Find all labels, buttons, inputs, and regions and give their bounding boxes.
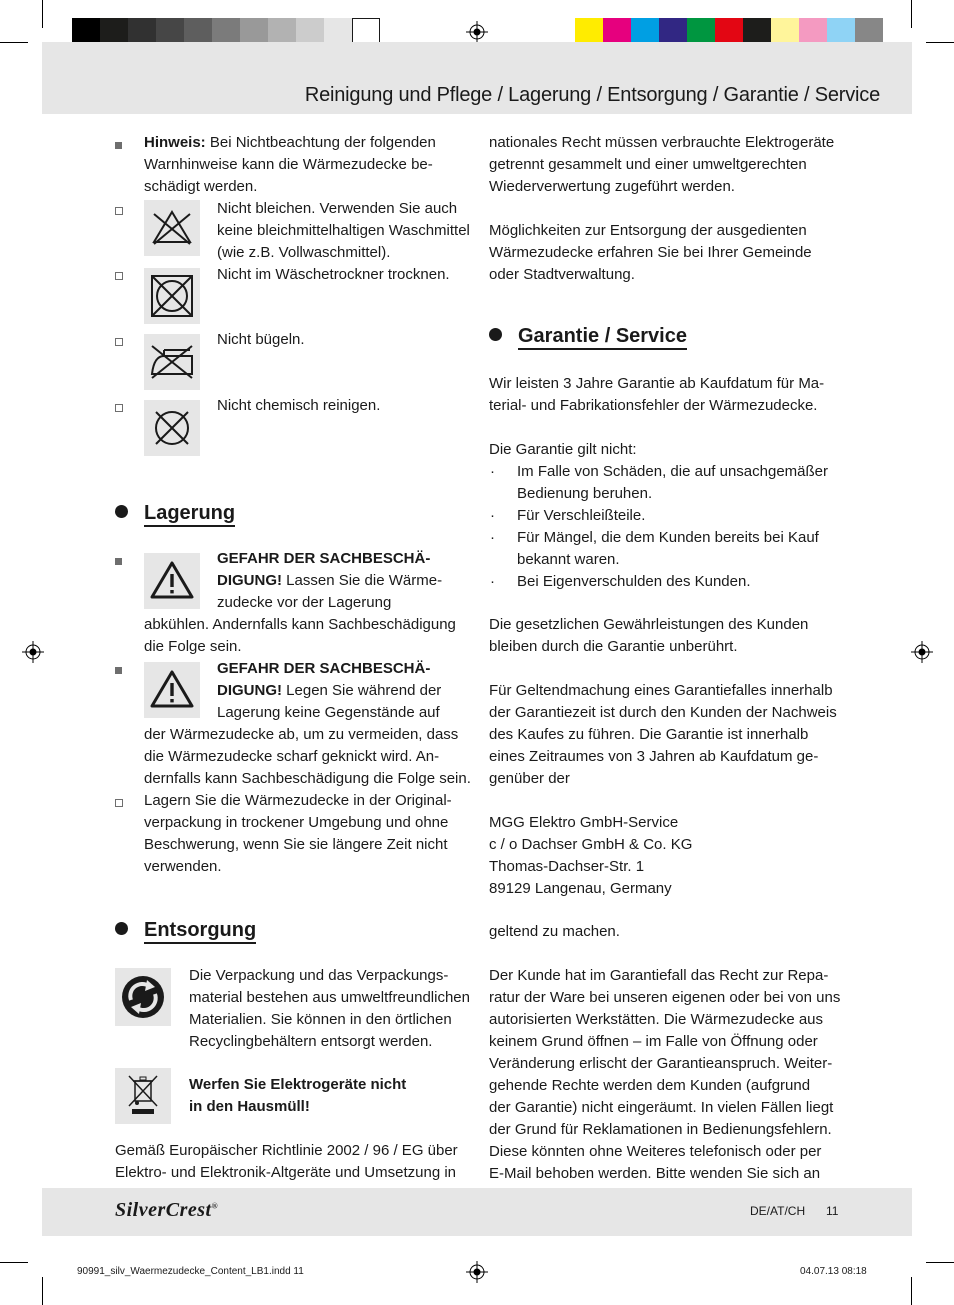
- text-line: MGG Elektro GmbH-Service: [489, 814, 679, 831]
- text-line: Im Falle von Schäden, die auf unsachgemäßer: [517, 463, 829, 480]
- warning-title: DIGUNG!: [217, 572, 282, 589]
- text-line: eines Zeitraumes von 3 Jahren ab Kaufdatum ge-: [489, 748, 819, 765]
- list-item: [517, 505, 847, 527]
- section-heading-entsorgung: [115, 919, 256, 942]
- directive-text: [115, 1140, 475, 1184]
- no-bleach-icon: [144, 200, 200, 256]
- bullet-box: [115, 338, 123, 346]
- text-line: bekannt waren.: [517, 551, 620, 568]
- slug-file-info: 90991_silv_Waermezudecke_Content_LB1.indd 11: [77, 1266, 304, 1277]
- text-line: Recyclingbehältern entsorgt werden.: [189, 1033, 433, 1050]
- text-line: geltend zu machen.: [489, 923, 620, 940]
- text-line: verwenden.: [144, 858, 222, 875]
- text-line: die Wärmezudecke scharf geknickt wird. An-: [144, 748, 440, 765]
- text-line: Veränderung erlischt der Garantieanspruch. Weiter-: [489, 1055, 833, 1072]
- storage-note: [144, 790, 484, 878]
- disposal-continued: [489, 132, 849, 198]
- service-address: [489, 812, 849, 900]
- text-line: Der Kunde hat im Garantiefall das Recht zur Repa-: [489, 967, 829, 984]
- bullet-square: [115, 142, 122, 149]
- heading-text: Lagerung: [144, 502, 235, 527]
- bullet-square: [115, 558, 122, 565]
- registration-mark-icon: [22, 641, 44, 663]
- text-line: E-Mail behoben werden. Bitte wenden Sie sich an: [489, 1165, 821, 1182]
- warranty-exclusions-intro: [489, 439, 849, 461]
- recycling-icon: [115, 968, 171, 1026]
- text-line: Möglichkeiten zur Entsorgung der ausgedienten: [489, 222, 807, 239]
- warning-title: GEFAHR DER SACHBESCHÄ-: [217, 550, 431, 567]
- text-line: (wie z.B. Vollwaschmittel).: [217, 244, 391, 261]
- list-bullet: ·: [490, 573, 495, 590]
- registered-mark: ®: [211, 1201, 219, 1211]
- crop-mark: [926, 1262, 954, 1263]
- warning-title: GEFAHR DER SACHBESCHÄ-: [217, 660, 431, 677]
- hinweis-label: Hinweis:: [144, 134, 206, 151]
- text-line: dernfalls kann Sachbeschädigung die Folge sein.: [144, 770, 471, 787]
- list-item: [517, 527, 847, 571]
- text-line: Nicht im Wäschetrockner trocknen.: [217, 266, 450, 283]
- text-line: Thomas-Dachser-Str. 1: [489, 858, 645, 875]
- disposal-options: [489, 220, 849, 286]
- text-line: Nicht bleichen. Verwenden Sie auch: [217, 200, 458, 217]
- text-line: in den Hausmüll!: [189, 1098, 310, 1115]
- bullet-box: [115, 799, 123, 807]
- text-line: die Folge sein.: [144, 638, 242, 655]
- text-line: der Wärmezudecke ab, um zu vermeiden, dass: [144, 726, 459, 743]
- warning-icon: [144, 553, 200, 609]
- text-line: Bedienung beruhen.: [517, 485, 653, 502]
- care-text-no-iron: [217, 329, 477, 351]
- heading-dot: [115, 922, 128, 935]
- text-line: autorisierten Werkstätten. Die Wärmezudecke aus: [489, 1011, 824, 1028]
- crop-mark: [42, 0, 43, 28]
- care-text-no-bleach: [217, 198, 477, 264]
- text-line: der Garantiezeit ist durch den Kunden der Nachweis: [489, 704, 837, 721]
- text-line: zudecke vor der Lagerung: [217, 594, 392, 611]
- text-line: schädigt werden.: [144, 178, 258, 195]
- no-tumble-dry-icon: [144, 268, 200, 324]
- crossed-bin-icon: [115, 1068, 171, 1124]
- text-line: des Kaufes zu führen. Die Garantie ist innerhalb: [489, 726, 809, 743]
- text-line: Die gesetzlichen Gewährleistungen des Kunden: [489, 616, 809, 633]
- text-line: genüber der: [489, 770, 570, 787]
- text-line: Die Garantie gilt nicht:: [489, 441, 637, 458]
- text-line: Nicht bügeln.: [217, 331, 305, 348]
- text-line: Beschwerung, wenn Sie sie längere Zeit nicht: [144, 836, 448, 853]
- heading-text: Entsorgung: [144, 919, 256, 944]
- text-line: abkühlen. Andernfalls kann Sachbeschädigung: [144, 616, 456, 633]
- bullet-box: [115, 207, 123, 215]
- text-line: Lagerung keine Gegenstände auf: [217, 704, 440, 721]
- text-line: Warnhinweise kann die Wärmezudecke be-: [144, 156, 433, 173]
- text-line: verpackung in trockener Umgebung und ohne: [144, 814, 449, 831]
- list-item: [517, 571, 847, 593]
- section-heading-lagerung: [115, 502, 235, 525]
- list-bullet: ·: [490, 529, 495, 546]
- text-line: c / o Dachser GmbH & Co. KG: [489, 836, 693, 853]
- crop-mark: [926, 42, 954, 43]
- text-line: Legen Sie während der: [282, 682, 442, 699]
- no-dry-clean-icon: [144, 400, 200, 456]
- footer-locale: DE/AT/CH: [750, 1204, 806, 1218]
- repair-text: [489, 965, 849, 1185]
- warning-icon: [144, 662, 200, 718]
- brand-name: SilverCrest: [115, 1199, 212, 1221]
- page-number: 11: [826, 1204, 839, 1218]
- warning-text-1-cont: [144, 614, 484, 658]
- text-line: Wiederverwertung zugeführt werden.: [489, 178, 735, 195]
- crop-mark: [42, 1277, 43, 1305]
- registration-mark-icon: [466, 1261, 488, 1283]
- section-heading-garantie: [489, 325, 687, 348]
- text-line: der Grund für Reklamationen in Bedienungsfehlern.: [489, 1121, 832, 1138]
- text-line: gehende Rechte werden dem Kunden (aufgrund: [489, 1077, 811, 1094]
- text-line: Die Verpackung und das Verpackungs-: [189, 967, 449, 984]
- bullet-square: [115, 667, 122, 674]
- text-line: getrennt gesammelt und einer umweltgerechten: [489, 156, 807, 173]
- text-line: keinem Grund öffnen – im Falle von Öffnung oder: [489, 1033, 818, 1050]
- list-bullet: ·: [490, 507, 495, 524]
- care-text-no-dry-clean: [217, 395, 477, 417]
- text-line: Für Verschleißteile.: [517, 507, 646, 524]
- heading-dot: [115, 505, 128, 518]
- statutory-text: [489, 614, 849, 658]
- warning-text-1: [217, 548, 477, 614]
- text-line: Wir leisten 3 Jahre Garantie ab Kaufdatum für Ma-: [489, 375, 825, 392]
- text-line: keine bleichmittelhaltigen Waschmittel: [217, 222, 470, 239]
- text-line: nationales Recht müssen verbrauchte Elektrogeräte: [489, 134, 835, 151]
- text-line: Lagern Sie die Wärmezudecke in der Original-: [144, 792, 452, 809]
- text-line: bleiben durch die Garantie unberührt.: [489, 638, 738, 655]
- warning-text-2-cont: [144, 724, 484, 790]
- text-line: Elektro- und Elektronik-Altgeräte und Umsetzung in: [115, 1164, 457, 1181]
- text-line: Gemäß Europäischer Richtlinie 2002 / 96 / EG über: [115, 1142, 458, 1159]
- recycling-text: [189, 965, 479, 1053]
- text-line: Werfen Sie Elektrogeräte nicht: [189, 1076, 407, 1093]
- text-line: material bestehen aus umweltfreundlichen: [189, 989, 470, 1006]
- care-text-no-tumble-dry: [217, 264, 477, 286]
- text-line: terial- und Fabrikationsfehler der Wärmezudecke.: [489, 397, 818, 414]
- list-bullet: ·: [490, 463, 495, 480]
- warranty-text: [489, 373, 849, 417]
- crop-mark: [0, 42, 28, 43]
- heading-dot: [489, 328, 502, 341]
- text-line: ratur der Ware bei unseren eigenen oder bei von uns: [489, 989, 841, 1006]
- text-line: Bei Nichtbeachtung der folgenden: [205, 134, 436, 151]
- weee-warning: [189, 1074, 479, 1118]
- text-line: Bei Eigenverschulden des Kunden.: [517, 573, 751, 590]
- registration-mark-icon: [911, 641, 933, 663]
- text-line: Materialien. Sie können in den örtlichen: [189, 1011, 452, 1028]
- text-line: der Garantie) nicht eingeräumt. In vielen Fällen liegt: [489, 1099, 834, 1116]
- brand-logo: [115, 1199, 218, 1222]
- heading-text: Garantie / Service: [518, 325, 687, 350]
- no-iron-icon: [144, 334, 200, 390]
- crop-mark: [0, 1262, 28, 1263]
- hinweis-text: [144, 132, 474, 198]
- text-line: Für Geltendmachung eines Garantiefalles innerhalb: [489, 682, 833, 699]
- slug-date: 04.07.13 08:18: [800, 1266, 867, 1277]
- claim-text: [489, 680, 849, 790]
- text-line: Diese könnten ohne Weiteres telefonisch oder per: [489, 1143, 822, 1160]
- text-line: Wärmezudecke erfahren Sie bei Ihrer Gemeinde: [489, 244, 812, 261]
- list-item: [517, 461, 847, 505]
- warning-text-2: [217, 658, 477, 724]
- text-line: Nicht chemisch reinigen.: [217, 397, 381, 414]
- text-line: Lassen Sie die Wärme-: [282, 572, 443, 589]
- warning-title: DIGUNG!: [217, 682, 282, 699]
- text-line: oder Stadtverwaltung.: [489, 266, 635, 283]
- geltend-text: [489, 921, 849, 943]
- registration-mark-icon: [466, 21, 488, 43]
- crop-mark: [911, 1277, 912, 1305]
- text-line: Für Mängel, die dem Kunden bereits bei Kauf: [517, 529, 819, 546]
- bullet-box: [115, 404, 123, 412]
- text-line: 89129 Langenau, Germany: [489, 880, 672, 897]
- page-title: Reinigung und Pflege / Lagerung / Entsorgung / Garantie / Service: [304, 84, 880, 106]
- bullet-box: [115, 272, 123, 280]
- crop-mark: [911, 0, 912, 28]
